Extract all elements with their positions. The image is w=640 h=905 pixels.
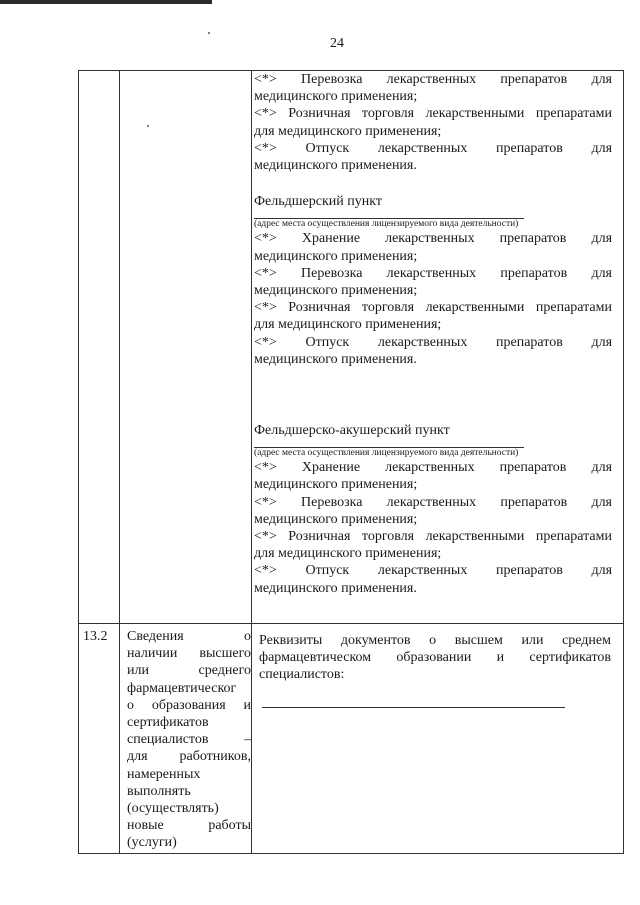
page-number: 24: [330, 36, 344, 51]
requisites-line: специалистов:: [259, 667, 345, 683]
description-line: или среднего: [127, 663, 251, 679]
description-line: наличии высшего: [127, 646, 251, 662]
list-item-continuation: медицинского применения.: [254, 580, 417, 596]
list-item-continuation: медицинского применения.: [254, 351, 417, 367]
description-line: (осуществлять): [127, 801, 219, 817]
scan-speck: [208, 32, 210, 34]
list-item: <*> Отпуск лекарственных препаратов для: [254, 334, 613, 350]
description-line: выполнять: [127, 783, 191, 799]
row-requisites-cell: [259, 632, 611, 684]
top-rule: [0, 0, 212, 4]
list-item-continuation: медицинского применения;: [254, 511, 418, 527]
list-item-continuation: медицинского применения;: [254, 89, 418, 105]
requisites-line: фармацевтическом образовании и сертификатов: [259, 650, 611, 666]
list-item: <*> Розничная торговля лекарственными препаратами: [254, 529, 612, 545]
document-table: [78, 70, 624, 854]
description-line: сертификатов: [127, 715, 209, 731]
description-line: (услуги): [127, 835, 177, 851]
list-item-continuation: для медицинского применения;: [254, 317, 442, 333]
description-line: для работников,: [127, 749, 251, 765]
description-line: намеренных: [127, 766, 201, 782]
section-heading-fp: Фельдшерский пункт: [254, 194, 382, 210]
table-row-divider: [79, 623, 623, 624]
row-number: 13.2: [83, 629, 108, 644]
requisites-fill-line: [262, 707, 565, 708]
list-item: <*> Хранение лекарственных препаратов для: [254, 460, 613, 476]
continued-activity-cell: [254, 71, 612, 597]
list-item: <*> Отпуск лекарственных препаратов для: [254, 140, 613, 156]
section-heading-fap: Фельдшерско-акушерский пункт: [254, 423, 450, 439]
requisites-line: Реквизиты документов о высшем или среднем: [259, 633, 611, 648]
description-line: новые работы: [127, 818, 251, 834]
description-line: о образования и: [127, 697, 251, 713]
table-column-divider: [251, 71, 252, 853]
scan-speck: [147, 125, 149, 127]
list-item: <*> Перевозка лекарственных препаратов для: [254, 72, 612, 87]
table-column-divider: [119, 71, 120, 853]
list-item: <*> Перевозка лекарственных препаратов для: [254, 494, 612, 510]
row-description-cell: [127, 628, 251, 852]
list-item-continuation: медицинского применения.: [254, 158, 417, 174]
list-item: <*> Розничная торговля лекарственными препаратами: [254, 106, 612, 122]
description-line: специалистов –: [127, 732, 251, 748]
list-item-continuation: медицинского применения;: [254, 283, 418, 299]
description-line: Сведения о: [127, 629, 251, 644]
list-item-continuation: для медицинского применения;: [254, 123, 442, 139]
list-item: <*> Розничная торговля лекарственными препаратами: [254, 300, 612, 316]
list-item: <*> Хранение лекарственных препаратов для: [254, 231, 613, 247]
list-item: <*> Отпуск лекарственных препаратов для: [254, 563, 613, 579]
list-item-continuation: для медицинского применения;: [254, 546, 442, 562]
address-caption: (адрес места осуществления лицензируемого вида деятельности): [254, 219, 519, 230]
description-line: фармацевтическог: [127, 680, 237, 696]
list-item-continuation: медицинского применения;: [254, 477, 418, 493]
list-item: <*> Перевозка лекарственных препаратов для: [254, 265, 612, 281]
list-item-continuation: медицинского применения;: [254, 248, 418, 264]
address-caption: (адрес места осуществления лицензируемого вида деятельности): [254, 448, 519, 459]
